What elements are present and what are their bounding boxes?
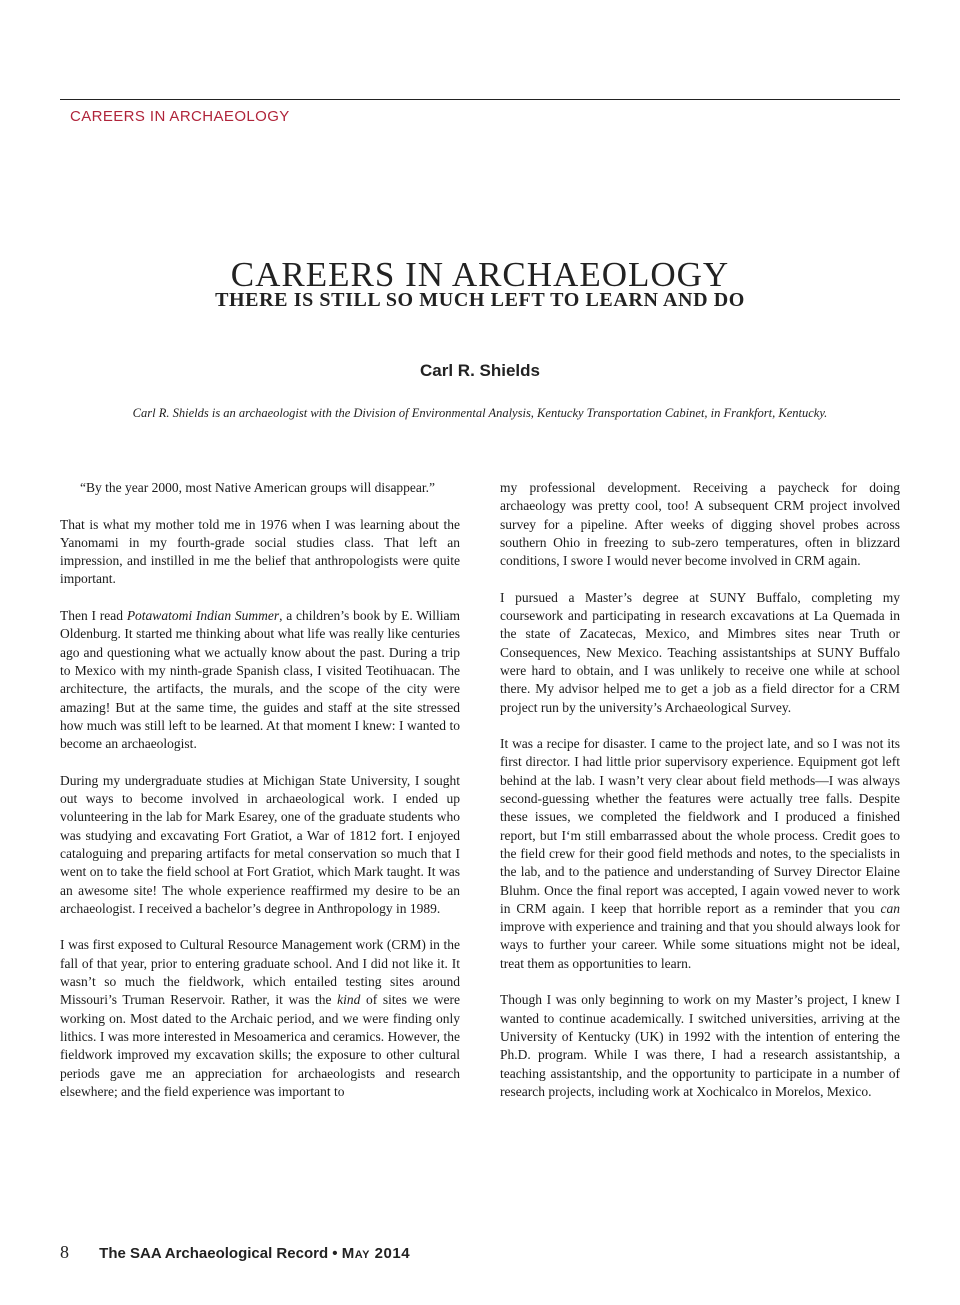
author-affiliation: Carl R. Shields is an archaeologist with the Division of Environmental Analysis, Kentucky Transportation Cabinet, in Frankfort, Kentucky. <box>132 406 828 420</box>
page-footer <box>60 1242 410 1263</box>
paragraph: Though I was only beginning to work on my Master’s project, I knew I wanted to continue academically. I switched universities, arriving at the University of Kentucky (UK) in 1992 with the intention of entering the Ph.D. program. While I was there, I had a research assistantship, a teaching assistantship, and the opportunity to participate in a number of research projects, including work at Xochicalco in Morelos, Mexico. <box>500 992 900 1099</box>
opening-quote: “By the year 2000, most Native American groups will disappear.” <box>80 480 436 495</box>
left-column <box>60 479 460 1119</box>
section-label: CAREERS IN ARCHAEOLOGY <box>70 108 290 125</box>
paragraph: During my undergraduate studies at Michigan State University, I sought out ways to become involved in archaeological work. I ended up volunteering in the lab for Mark Esarey, one of the graduate students who was studying and excavating Fort Gratiot, a War of 1812 fort. I enjoyed cataloguing and preparing artifacts for metal conservation so much that I went on to take the field school at Fort Gratiot, which Mark taught. It was an awesome site! The whole experience reaffirmed my desire to be an archaeologist. I received a bachelor’s degree in Anthropology in 1989. <box>60 772 460 916</box>
paragraph: I was first exposed to Cultural Resource Management work (CRM) in the fall of that year, prior to entering graduate school. And I did not like it. It wasn’t so much the fieldwork, which entailed testing sites around Missouri’s Truman Reservoir. Rather, it was the kind of sites we were working on. Most dated to the Archaic period, and we were finding only lithics. I was more interested in Mesoamerica and ceramics. However, the fieldwork improved my excavation skills; the exposure to other cultural periods gave me an appreciation for archaeologists and research elsewhere; and the field experience was important to <box>60 937 460 1099</box>
paragraph: I pursued a Master’s degree at SUNY Buffalo, completing my coursework and participating in research excavations at La Quemada in the state of Zacatecas, Mexico, and Mimbres sites near Truth or Consequences, New Mexico. Teaching assistantships at SUNY Buffalo were hard to obtain, and I was unlikely to receive one while at school there. My advisor helped me to get a job as a field director for a CRM project run by the university’s Archaeological Survey. <box>500 589 900 715</box>
emphasis: kind <box>337 992 361 1008</box>
right-column <box>500 479 900 1119</box>
article-title: CAREERS IN ARCHAEOLOGY <box>230 255 730 295</box>
book-title: Potawatomi Indian Summer <box>126 608 280 624</box>
issue-date: May 2014 <box>341 1245 411 1262</box>
paragraph: It was a recipe for disaster. I came to the project late, and so I was not its first director. I had little prior supervisory experience. Equipment got left behind at the lab. I wasn’t very clear about field methods—I was always second-guessing whether the features were actually tree falls. Despite these issues, we completed the fieldwork and I produced a finished report, but I‘m still embarrassed about the whole process. Credit goes to the field crew for their good field methods and notes, to the specialists in the lab, and to the patience and understanding of Survey Director Elaine Bluhm. Once the final report was accepted, I again vowed never to work in CRM again. I keep that horrible report as a reminder that you can improve with experience and training and that you should always look for ways to further your career. While some situations might not be ideal, treat them as opportunities to learn. <box>500 736 900 971</box>
page-number: 8 <box>60 1242 69 1262</box>
header-rule <box>60 99 900 100</box>
journal-name: The SAA Archaeological Record <box>99 1245 329 1262</box>
paragraph: That is what my mother told me in 1976 when I was learning about the Yanomami in my fourth-grade social studies class. That left an impression, and instilled in me the belief that anthropologists were quite important. <box>60 516 460 587</box>
paragraph: Then I read Potawatomi Indian Summer, a children’s book by E. William Oldenburg. It started me thinking about what life was really like centuries ago and questioning what we actually know about the past. During a trip to Mexico with my ninth-grade Spanish class, I visited Teotihuacan. The architecture, the artifacts, the murals, and the scope of the city were amazing! But at the same time, the guides and staff at the site stressed how much was still left to be learned. At that moment I knew: I wanted to become an archaeologist. <box>60 608 460 752</box>
article-subtitle: THERE IS STILL SO MUCH LEFT TO LEARN AND DO <box>215 289 745 311</box>
footer-bullet: • <box>332 1245 338 1262</box>
paragraph: my professional development. Receiving a paycheck for doing archaeology was pretty cool, too! A subsequent CRM project involved survey for a pipeline. After weeks of digging shovel probes across southern Ohio in freezing to sub-zero temperatures, often in blizzard conditions, I swore I would never become involved in CRM again. <box>500 480 900 569</box>
emphasis: can <box>880 900 900 916</box>
author-name: Carl R. Shields <box>420 361 540 380</box>
